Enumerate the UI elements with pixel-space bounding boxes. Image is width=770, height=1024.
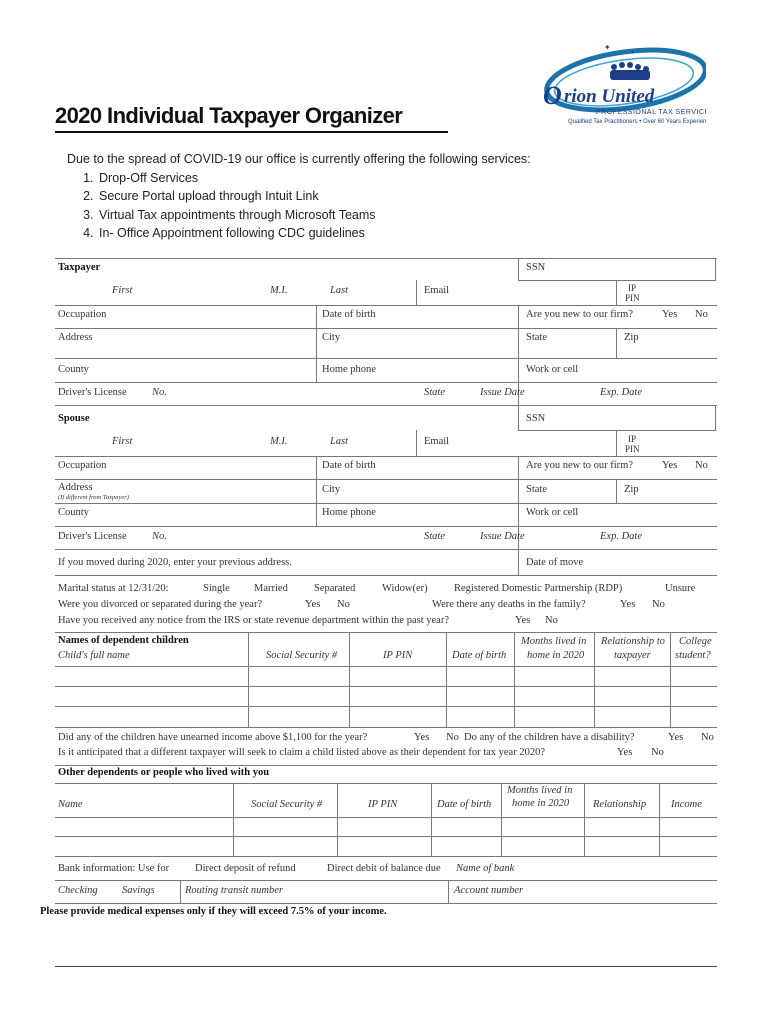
spouse-new-firm-yes[interactable]: Yes xyxy=(662,460,678,471)
dependent-relationship-header-1: Relationship to xyxy=(601,636,665,647)
intro-text: Due to the spread of COVID-19 our office is currently offering the following services: xyxy=(67,152,531,166)
divorced-question: Were you divorced or separated during the year? xyxy=(58,599,263,610)
rule xyxy=(518,549,519,575)
rule xyxy=(55,258,717,259)
taxpayer-dl-issue-date-field[interactable]: Issue Date xyxy=(480,387,525,398)
svg-text:Qualified Tax Practitioners •: Qualified Tax Practitioners • Over 60 Years Experience xyxy=(568,119,706,125)
rule xyxy=(55,456,717,457)
rule xyxy=(55,328,717,329)
service-item: 1. Drop-Off Services xyxy=(97,169,531,188)
spouse-email-field[interactable]: Email xyxy=(424,436,450,447)
dependent-college-header-2: student? xyxy=(675,650,711,661)
rule xyxy=(594,632,595,727)
claim-yes[interactable]: Yes xyxy=(617,747,633,758)
divorced-yes[interactable]: Yes xyxy=(305,599,321,610)
taxpayer-dl-state-field[interactable]: State xyxy=(424,387,445,398)
rule xyxy=(431,783,432,856)
account-number-field[interactable]: Account number xyxy=(454,885,524,896)
routing-number-field[interactable]: Routing transit number xyxy=(185,885,284,896)
dependent-months-header-1: Months lived in xyxy=(521,636,587,647)
rule xyxy=(518,280,716,281)
taxpayer-heading: Taxpayer xyxy=(58,262,101,273)
other-income-header: Income xyxy=(671,799,702,810)
rule xyxy=(55,836,717,837)
other-dependents-heading: Other dependents or people who lived with you xyxy=(58,767,270,778)
marital-option-widower[interactable]: Widow(er) xyxy=(382,583,428,594)
spouse-dl-number-field[interactable]: No. xyxy=(152,531,167,542)
taxpayer-new-firm-question: Are you new to our firm? xyxy=(526,309,634,320)
notice-no[interactable]: No xyxy=(545,615,558,626)
rule xyxy=(55,706,717,707)
marital-option-unsure[interactable]: Unsure xyxy=(665,583,696,594)
rule xyxy=(448,880,449,903)
disability-question: Do any of the children have a disability? xyxy=(464,732,635,743)
rule xyxy=(55,880,717,881)
rule xyxy=(659,783,660,856)
rule xyxy=(715,258,716,280)
svg-text:rion United: rion United xyxy=(564,86,655,107)
taxpayer-occupation-field[interactable]: Occupation xyxy=(58,309,107,320)
intro-section xyxy=(67,150,531,243)
spouse-ip-label: IP xyxy=(628,434,637,444)
spouse-dl-label: Driver's License xyxy=(58,531,127,542)
taxpayer-pin-field[interactable]: PIN xyxy=(625,293,640,303)
taxpayer-zip-field[interactable]: Zip xyxy=(624,332,639,343)
unearned-income-question: Did any of the children have unearned income above $1,100 for the year? xyxy=(58,732,368,743)
deaths-question: Were there any deaths in the family? xyxy=(432,599,586,610)
spouse-heading: Spouse xyxy=(58,413,90,424)
spouse-home-phone-field[interactable]: Home phone xyxy=(322,507,376,518)
taxpayer-state-field[interactable]: State xyxy=(526,332,547,343)
rule xyxy=(248,632,249,727)
rule xyxy=(55,549,717,550)
rule xyxy=(55,903,717,904)
rule xyxy=(55,727,717,728)
spouse-work-cell-field[interactable]: Work or cell xyxy=(526,507,579,518)
direct-debit-option[interactable]: Direct debit of balance due xyxy=(327,863,441,874)
rule xyxy=(616,430,617,456)
other-months-header-2: home in 2020 xyxy=(512,798,570,809)
page-title: 2020 Individual Taxpayer Organizer xyxy=(55,103,403,128)
svg-text:PROFESSIONAL TAX SERVICES: PROFESSIONAL TAX SERVICES xyxy=(596,109,706,116)
spouse-occupation-field[interactable]: Occupation xyxy=(58,460,107,471)
child-name-header: Child's full name xyxy=(58,650,130,661)
service-item: 4. In- Office Appointment following CDC guidelines xyxy=(97,224,531,243)
rule xyxy=(518,430,716,431)
dependent-dob-header: Date of birth xyxy=(452,650,507,661)
rule xyxy=(55,783,717,784)
svg-text:✦: ✦ xyxy=(630,49,636,56)
unearned-no[interactable]: No xyxy=(446,732,459,743)
claim-child-question: Is it anticipated that a different taxpayer will seek to claim a child listed above as their dependent for tax year 2020? xyxy=(58,747,545,758)
rule xyxy=(337,783,338,856)
rule xyxy=(670,632,671,727)
taxpayer-city-field[interactable]: City xyxy=(322,332,341,343)
rule xyxy=(416,280,417,305)
rule xyxy=(349,632,350,727)
svg-text:O: O xyxy=(543,81,562,110)
rule xyxy=(55,765,717,766)
divorced-no[interactable]: No xyxy=(337,599,350,610)
taxpayer-address-field[interactable]: Address xyxy=(58,332,93,343)
rule xyxy=(55,479,717,480)
rule xyxy=(55,575,717,576)
rule xyxy=(584,783,585,856)
other-ip-pin-header: IP PIN xyxy=(368,799,398,810)
taxpayer-last-name-field[interactable]: Last xyxy=(330,285,349,296)
dependent-months-header-2: home in 2020 xyxy=(527,650,585,661)
taxpayer-ip-label: IP xyxy=(628,283,637,293)
taxpayer-new-firm-no[interactable]: No xyxy=(695,309,708,320)
rule xyxy=(55,503,717,504)
spouse-zip-field[interactable]: Zip xyxy=(624,484,639,495)
rule xyxy=(518,405,519,430)
rule xyxy=(55,358,717,359)
marital-option-single[interactable]: Single xyxy=(203,583,230,594)
rule xyxy=(316,305,317,382)
previous-address-field[interactable]: If you moved during 2020, enter your previous address. xyxy=(58,557,292,568)
spouse-new-firm-no[interactable]: No xyxy=(695,460,708,471)
other-relationship-header: Relationship xyxy=(593,799,647,810)
dependents-heading: Names of dependent children xyxy=(58,635,189,646)
date-of-move-field[interactable]: Date of move xyxy=(526,557,584,568)
rule xyxy=(715,405,716,430)
rule xyxy=(55,526,717,527)
spouse-last-name-field[interactable]: Last xyxy=(330,436,349,447)
rule xyxy=(616,479,617,503)
company-logo xyxy=(538,42,706,128)
rule xyxy=(55,666,717,667)
taxpayer-home-phone-field[interactable]: Home phone xyxy=(322,364,376,375)
rule xyxy=(446,632,447,727)
rule xyxy=(55,856,717,857)
rule xyxy=(180,880,181,903)
spouse-new-firm-question: Are you new to our firm? xyxy=(526,460,634,471)
marital-option-separated[interactable]: Separated xyxy=(314,583,356,594)
services-list xyxy=(67,169,531,243)
rule xyxy=(55,305,717,306)
spouse-dl-issue-date-field[interactable]: Issue Date xyxy=(480,531,525,542)
other-name-header: Name xyxy=(58,799,83,810)
rule xyxy=(55,382,717,383)
marital-status-label: Marital status at 12/31/20: xyxy=(58,583,169,594)
rule xyxy=(55,817,717,818)
disability-yes[interactable]: Yes xyxy=(668,732,684,743)
rule xyxy=(55,632,717,633)
spouse-dob-field[interactable]: Date of birth xyxy=(322,460,376,471)
claim-no[interactable]: No xyxy=(651,747,664,758)
spouse-address-field[interactable]: Address xyxy=(58,482,93,493)
spouse-dl-exp-date-field[interactable]: Exp. Date xyxy=(600,531,642,542)
spouse-pin-field[interactable]: PIN xyxy=(625,444,640,454)
notice-question: Have you received any notice from the IRS or state revenue department within the past year? xyxy=(58,615,449,626)
rule xyxy=(616,280,617,305)
direct-deposit-option[interactable]: Direct deposit of refund xyxy=(195,863,296,874)
other-months-header-1: Months lived in xyxy=(507,785,573,796)
spouse-address-note: (If different from Taxpayer) xyxy=(58,494,129,501)
marital-option-married[interactable]: Married xyxy=(254,583,288,594)
disability-no[interactable]: No xyxy=(701,732,714,743)
spouse-city-field[interactable]: City xyxy=(322,484,341,495)
service-item: 2. Secure Portal upload through Intuit Link xyxy=(97,187,531,206)
rule xyxy=(501,783,502,856)
spouse-state-field[interactable]: State xyxy=(526,484,547,495)
rule xyxy=(55,405,717,406)
taxpayer-first-name-field[interactable]: First xyxy=(112,285,133,296)
other-dob-header: Date of birth xyxy=(437,799,492,810)
bank-name-field[interactable]: Name of bank xyxy=(456,863,515,874)
taxpayer-dl-exp-date-field[interactable]: Exp. Date xyxy=(600,387,642,398)
dependent-college-header-1: College xyxy=(679,636,712,647)
rule xyxy=(416,430,417,456)
spouse-first-name-field[interactable]: First xyxy=(112,436,133,447)
dependent-ssn-header: Social Security # xyxy=(266,650,338,661)
spouse-dl-state-field[interactable]: State xyxy=(424,531,445,542)
rule xyxy=(55,686,717,687)
other-ssn-header: Social Security # xyxy=(251,799,323,810)
taxpayer-dob-field[interactable]: Date of birth xyxy=(322,309,376,320)
taxpayer-dl-label: Driver's License xyxy=(58,387,127,398)
medical-expenses-note: Please provide medical expenses only if they will exceed 7.5% of your income. xyxy=(40,906,387,917)
deaths-yes[interactable]: Yes xyxy=(620,599,636,610)
rule xyxy=(518,258,519,280)
taxpayer-ssn-field[interactable]: SSN xyxy=(526,262,546,273)
taxpayer-mi-field[interactable]: M.I. xyxy=(270,285,288,296)
svg-text:✦: ✦ xyxy=(604,43,611,52)
unearned-yes[interactable]: Yes xyxy=(414,732,430,743)
checking-option[interactable]: Checking xyxy=(58,885,98,896)
bottom-rule xyxy=(55,966,717,967)
spouse-mi-field[interactable]: M.I. xyxy=(270,436,288,447)
taxpayer-new-firm-yes[interactable]: Yes xyxy=(662,309,678,320)
taxpayer-email-field[interactable]: Email xyxy=(424,285,450,296)
rule xyxy=(233,783,234,856)
spouse-county-field[interactable]: County xyxy=(58,507,89,518)
title-underline xyxy=(55,131,448,133)
rule xyxy=(316,456,317,526)
dependent-relationship-header-2: taxpayer xyxy=(614,650,651,661)
savings-option[interactable]: Savings xyxy=(122,885,155,896)
marital-option-rdp[interactable]: Registered Domestic Partnership (RDP) xyxy=(454,583,623,594)
rule xyxy=(616,328,617,358)
deaths-no[interactable]: No xyxy=(652,599,665,610)
taxpayer-dl-number-field[interactable]: No. xyxy=(152,387,167,398)
notice-yes[interactable]: Yes xyxy=(515,615,531,626)
rule xyxy=(514,632,515,727)
dependent-ip-pin-header: IP PIN xyxy=(383,650,413,661)
bank-info-label: Bank information: Use for xyxy=(58,863,170,874)
spouse-ssn-field[interactable]: SSN xyxy=(526,413,546,424)
taxpayer-county-field[interactable]: County xyxy=(58,364,89,375)
taxpayer-work-cell-field[interactable]: Work or cell xyxy=(526,364,579,375)
service-item: 3. Virtual Tax appointments through Microsoft Teams xyxy=(97,206,531,225)
